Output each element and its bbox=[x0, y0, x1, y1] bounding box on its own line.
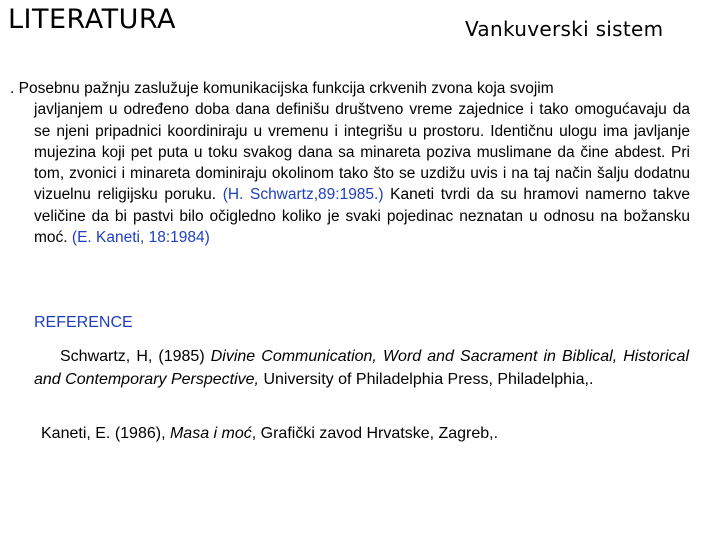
paragraph-lead: . Posebnu pažnju zaslužuje komunikacijska funkcija crkvenih zvona koja svojim bbox=[10, 80, 554, 97]
paragraph-body bbox=[10, 99, 690, 248]
page-subtitle: Vankuverski sistem bbox=[465, 17, 664, 41]
citation-kaneti: (E. Kaneti, 18:1984) bbox=[71, 229, 210, 247]
ref1-authors: Schwartz, H, (1985) bbox=[60, 348, 211, 365]
references-heading: REFERENCE bbox=[34, 314, 133, 331]
ref2-authors: Kaneti, E. (1986), bbox=[41, 425, 170, 442]
ref2-publisher: , Grafički zavod Hrvatske, Zagreb,. bbox=[251, 425, 499, 442]
paragraph-first-line bbox=[10, 78, 690, 99]
paragraph-text-2: Kaneti tvrdi da su hramovi namerno takve veličine da bi pastvi bilo očigledno koliko je svaki pojedinac neznatan u odnosu na božansku moć. bbox=[34, 186, 690, 247]
ref1-title: Divine Communication, Word and Sacrament in Biblical, Historical and Contemporary Perspective, bbox=[34, 348, 690, 388]
page-title: LITERATURA bbox=[8, 4, 176, 35]
paragraph-text-1: javljanjem u određeno doba dana definišu društveno vreme zajednice i tako omogućavaju da se njeni pripadnici koordiniraju u vremenu i integrišu u prostoru. Identičnu ulogu ima javljanje mujezina koji pet puta u toku svakog dana sa minareta poziva muslimane da čine abdest. Pri tom, zvonici i minareta dominiraju okolinom tako što se uzdižu uvis i na taj način šalju dodatnu vizuelnu religijsku poruku. bbox=[34, 101, 690, 204]
citation-schwartz: (H. Schwartz,89:1985.) bbox=[222, 186, 384, 204]
reference-schwartz bbox=[34, 346, 689, 391]
reference-kaneti bbox=[41, 423, 691, 445]
ref2-title: Masa i moć bbox=[169, 425, 252, 442]
ref1-publisher: University of Philadelphia Press, Philadelphia,. bbox=[259, 370, 594, 388]
literature-paragraph bbox=[10, 78, 690, 248]
